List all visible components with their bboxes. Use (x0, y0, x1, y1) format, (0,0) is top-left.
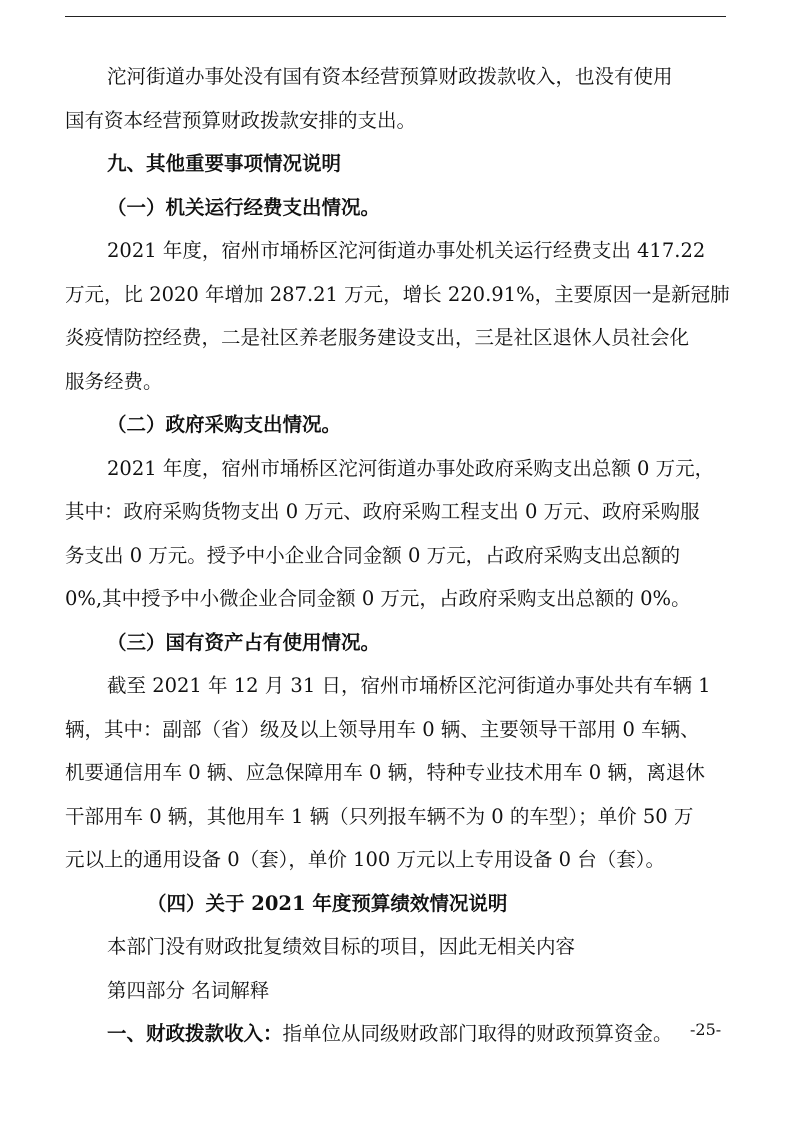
definition-text: 指单位从同级财政部门取得的财政预算资金。 (282, 1022, 673, 1045)
paragraph-line: 炎疫情防控经费，二是社区养老服务建设支出，三是社区退休人员社会化 (65, 326, 690, 349)
paragraph-line: 务支出 0 万元。授予中小企业合同金额 0 万元，占政府采购支出总额的 (65, 544, 681, 567)
paragraph-line: 截至 2021 年 12 月 31 日，宿州市埇桥区沱河街道办事处共有车辆 1 (107, 674, 711, 697)
paragraph-line: 元以上的通用设备 0（套），单价 100 万元以上专用设备 0 台（套）。 (65, 848, 666, 871)
header-rule (65, 16, 726, 17)
paragraph-line: 服务经费。 (65, 370, 163, 393)
paragraph-line: 国有资本经营预算财政拨款安排的支出。 (65, 109, 417, 132)
paragraph-line: 机要通信用车 0 辆、应急保障用车 0 辆，特种专业技术用车 0 辆，离退休 (65, 761, 705, 784)
section-heading: 九、其他重要事项情况说明 (107, 152, 342, 175)
part-heading: 第四部分 名词解释 (107, 979, 270, 1002)
paragraph-line: 本部门没有财政批复绩效目标的项目，因此无相关内容 (107, 935, 576, 958)
paragraph-line: 其中：政府采购货物支出 0 万元、政府采购工程支出 0 万元、政府采购服 (65, 500, 700, 523)
page-number: -25- (690, 1020, 722, 1039)
subsection-heading: （一）机关运行经费支出情况。 (107, 196, 381, 219)
paragraph-line: 干部用车 0 辆，其他用车 1 辆（只列报车辆不为 0 的车型）；单价 50 万 (65, 805, 694, 828)
paragraph-line: 2021 年度，宿州市埇桥区沱河街道办事处机关运行经费支出 417.22 (107, 239, 706, 262)
subsection-heading: （二）政府采购支出情况。 (107, 413, 342, 436)
paragraph-line: 2021 年度，宿州市埇桥区沱河街道办事处政府采购支出总额 0 万元， (107, 457, 715, 480)
subsection-heading: （三）国有资产占有使用情况。 (107, 631, 381, 654)
paragraph-line: 辆，其中：副部（省）级及以上领导用车 0 辆、主要领导干部用 0 车辆、 (65, 718, 700, 741)
paragraph-line: 0%,其中授予中小微企业合同金额 0 万元，占政府采购支出总额的 0%。 (65, 587, 691, 610)
paragraph-line: 沱河街道办事处没有国有资本经营预算财政拨款收入，也没有使用 (107, 65, 673, 88)
paragraph-line: 万元，比 2020 年增加 287.21 万元，增长 220.91%，主要原因一是新冠肺 (65, 283, 730, 306)
definition-line (107, 1020, 673, 1048)
subsection-heading: （四）关于 2021 年度预算绩效情况说明 (147, 892, 508, 915)
definition-term: 一、财政拨款收入： (107, 1022, 283, 1045)
